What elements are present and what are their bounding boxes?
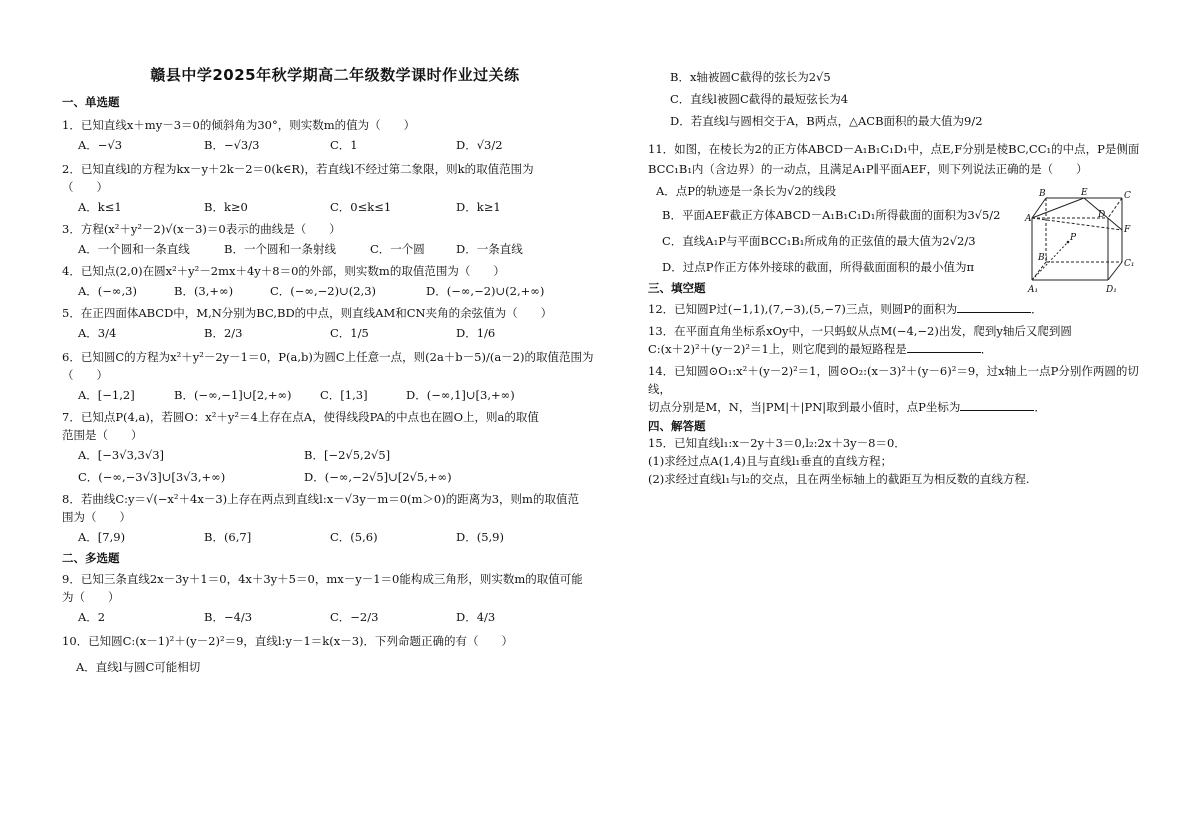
question-10-option-b[interactable]: B．x轴被圆C截得的弦长为2√5	[670, 70, 831, 84]
question-8: 8．若曲线C:y＝√(−x²＋4x－3)上存在两点到直线l:x－√3y－m＝0(m＞0)的距离为3，则m的取值范	[62, 492, 579, 506]
question-10: 10．已知圆C:(x－1)²＋(y－2)²＝9，直线l:y－1＝k(x－3)．下列命题正确的有（ ）	[62, 634, 514, 648]
period: ．	[1034, 400, 1046, 414]
question-12	[648, 300, 1148, 318]
option-d[interactable]: D．√3/2	[456, 138, 503, 152]
label-a: A	[1025, 214, 1032, 224]
question-2-options	[62, 198, 602, 216]
option-a[interactable]: A．[−1,2]	[78, 388, 135, 402]
question-2: 2．已知直线l的方程为kx－y＋2k－2＝0(k∈R)，若直线l不经过第二象限，则k的取值范围为	[62, 162, 534, 176]
option-c[interactable]: C．0≤k≤1	[330, 200, 392, 214]
label-b: B	[1039, 189, 1046, 199]
section-fill-blank: 三、填空题	[648, 281, 706, 295]
question-13: 13．在平面直角坐标系xOy中，一只蚂蚁从点M(−4,−2)出发，爬到y轴后又爬到圆	[648, 324, 1072, 338]
question-6: 6．已知圆C的方程为x²＋y²－2y－1＝0，P(a,b)为圆C上任意一点，则(2a＋b－5)/(a－2)的取值范围为	[62, 350, 594, 364]
question-8-cont: 围为（ ）	[62, 510, 131, 524]
option-a[interactable]: A．[−3√3,3√3]	[78, 448, 164, 462]
question-4-options	[62, 282, 602, 300]
option-d[interactable]: D．(−∞,1]∪[3,+∞)	[406, 388, 515, 402]
label-e: E	[1081, 188, 1088, 198]
page-title: 赣县中学2025年秋学期高二年级数学课时作业过关练	[150, 66, 520, 84]
question-7-cont: 范围是（ ）	[62, 428, 143, 442]
question-9: 9．已知三条直线2x－3y＋1＝0，4x＋3y＋5＝0，mx－y－1＝0能构成三角形，则实数m的取值可能	[62, 572, 583, 586]
question-13-cont	[648, 340, 1148, 358]
question-11-option-b[interactable]: B．平面AEF截正方体ABCD－A₁B₁C₁D₁所得截面的面积为3√5/2	[662, 208, 1001, 222]
question-9-cont: 为（ ）	[62, 590, 120, 604]
question-11-option-d[interactable]: D．过点P作正方体外接球的截面，所得截面面积的最小值为π	[662, 260, 975, 274]
option-a[interactable]: A．3/4	[78, 326, 117, 340]
edge-cd	[1108, 198, 1122, 218]
option-d[interactable]: D．一条直线	[456, 242, 523, 256]
option-c[interactable]: C．一个圆	[370, 242, 425, 256]
label-d1: D₁	[1106, 285, 1117, 295]
option-d[interactable]: D．4/3	[456, 610, 496, 624]
option-b[interactable]: B．[−2√5,2√5]	[304, 448, 391, 462]
question-1-options	[62, 136, 602, 154]
question-1: 1．已知直线x＋my－3＝0的倾斜角为30°，则实数m的值为（ ）	[62, 118, 416, 132]
option-c[interactable]: C．1	[330, 138, 358, 152]
section-multi-choice: 二、多选题	[62, 551, 120, 565]
question-12-text: 12．已知圆P过(−1,1),(7,−3),(5,−7)三点，则圆P的面积为	[648, 302, 958, 316]
question-13-text: C:(x＋2)²＋(y－2)²＝1上，则它爬到的最短路程是	[648, 342, 907, 356]
option-d[interactable]: D．k≥1	[456, 200, 501, 214]
edge-ae	[1032, 198, 1084, 218]
option-a[interactable]: A．[7,9)	[78, 530, 126, 544]
option-b[interactable]: B．(3,+∞)	[174, 284, 234, 298]
question-6-paren: （ ）	[62, 368, 108, 382]
question-14: 14．已知圆⊙O₁:x²＋(y－2)²＝1，圆⊙O₂:(x－3)²＋(y－6)²＝9，过x轴上一点P分别作两圆的切线，	[648, 364, 1139, 396]
question-6-options	[62, 386, 602, 404]
option-a[interactable]: A．(−∞,3)	[78, 284, 137, 298]
question-7-options-row2	[62, 468, 602, 486]
section-single-choice: 一、单选题	[62, 95, 120, 109]
question-5: 5．在正四面体ABCD中，M,N分别为BC,BD的中点，则直线AM和CN夹角的余弦值为（ ）	[62, 306, 553, 320]
question-15-part-1: (1)求经过点A(1,4)且与直线l₁垂直的直线方程；	[648, 454, 893, 468]
label-p: P	[1070, 233, 1077, 243]
label-a1: A₁	[1028, 285, 1039, 295]
label-c: C	[1124, 191, 1131, 201]
question-2-paren: （ ）	[62, 180, 108, 194]
question-7-options-row1	[62, 446, 602, 464]
question-10-option-d[interactable]: D．若直线l与圆相交于A，B两点，△ACB面积的最大值为9/2	[670, 114, 983, 128]
question-14-cont	[648, 398, 1148, 416]
period: ．	[1031, 302, 1043, 316]
question-3: 3．方程(x²＋y²－2)√(x－3)＝0表示的曲线是（ ）	[62, 222, 341, 236]
option-a[interactable]: A．−√3	[78, 138, 123, 152]
question-9-options	[62, 608, 602, 626]
edge-a1b1	[1032, 262, 1046, 280]
option-b[interactable]: B．(−∞,−1]∪[2,+∞)	[174, 388, 292, 402]
edge-d1c1	[1108, 262, 1122, 280]
option-d[interactable]: D．(−∞,−2√5]∪[2√5,+∞)	[304, 470, 452, 484]
question-3-options	[62, 240, 602, 258]
option-b[interactable]: B．−4/3	[204, 610, 253, 624]
question-5-options	[62, 324, 602, 342]
answer-blank[interactable]	[907, 342, 981, 353]
question-10-option-a[interactable]: A．直线l与圆C可能相切	[76, 660, 201, 674]
left-column	[62, 94, 602, 676]
cube-figure	[1026, 186, 1138, 294]
question-11: 11．如图，在棱长为2的正方体ABCD－A₁B₁C₁D₁中，点E,F分别是棱BC,CC₁的中点，P是侧面	[648, 142, 1140, 156]
answer-blank[interactable]	[960, 400, 1034, 411]
option-b[interactable]: B．(6,7]	[204, 530, 252, 544]
question-14-text: 切点分别是M，N，当|PM|＋|PN|取到最小值时，点P坐标为	[648, 400, 961, 414]
option-c[interactable]: C．[1,3]	[320, 388, 368, 402]
label-b1: B₁	[1038, 253, 1049, 263]
question-8-options	[62, 528, 602, 546]
option-a[interactable]: A．一个圆和一条直线	[78, 242, 190, 256]
question-11-cont: BCC₁B₁内（含边界）的一动点，且满足A₁P∥平面AEF，则下列说法正确的是（ ）	[648, 162, 1088, 176]
option-b[interactable]: B．一个圆和一条射线	[224, 242, 336, 256]
question-4: 4．已知点(2,0)在圆x²＋y²－2mx＋4y＋8＝0的外部，则实数m的取值范围为（ ）	[62, 264, 505, 278]
option-d[interactable]: D．1/6	[456, 326, 496, 340]
label-c1: C₁	[1124, 259, 1135, 269]
option-b[interactable]: B．k≥0	[204, 200, 248, 214]
label-f: F	[1124, 225, 1131, 235]
question-10-option-c[interactable]: C．直线l被圆C截得的最短弦长为4	[670, 92, 849, 106]
label-d: D	[1098, 210, 1106, 220]
option-c[interactable]: C．1/5	[330, 326, 369, 340]
question-7: 7．已知点P(4,a)，若圆O：x²＋y²＝4上存在点A，使得线段PA的中点也在圆O上，则a的取值	[62, 410, 539, 424]
option-a[interactable]: A．2	[78, 610, 106, 624]
option-c[interactable]: C．(−∞,−2)∪(2,3)	[270, 284, 376, 298]
section-answer: 四、解答题	[648, 419, 706, 433]
option-b[interactable]: B．−√3/3	[204, 138, 260, 152]
option-b[interactable]: B．2/3	[204, 326, 243, 340]
option-c[interactable]: C．−2/3	[330, 610, 379, 624]
option-c[interactable]: C．(5,6)	[330, 530, 378, 544]
option-c[interactable]: C．(−∞,−3√3]∪[3√3,+∞)	[78, 470, 226, 484]
question-11-option-a[interactable]: A．点P的轨迹是一条长为√2的线段	[656, 184, 837, 198]
answer-blank[interactable]	[957, 302, 1031, 313]
period: ．	[980, 342, 993, 356]
point-p	[1067, 241, 1070, 244]
question-15: 15．已知直线l₁:x－2y＋3＝0,l₂:2x＋3y－8＝0．	[648, 436, 906, 450]
option-a[interactable]: A．k≤1	[78, 200, 122, 214]
option-d[interactable]: D．(5,9)	[456, 530, 504, 544]
question-11-option-c[interactable]: C．直线A₁P与平面BCC₁B₁所成角的正弦值的最大值为2√2/3	[662, 234, 976, 248]
question-11-options	[648, 182, 1008, 276]
option-d[interactable]: D．(−∞,−2)∪(2,+∞)	[426, 284, 545, 298]
question-15-part-2: (2)求经过直线l₁与l₂的交点，且在两坐标轴上的截距互为相反数的直线方程.	[648, 472, 1030, 486]
